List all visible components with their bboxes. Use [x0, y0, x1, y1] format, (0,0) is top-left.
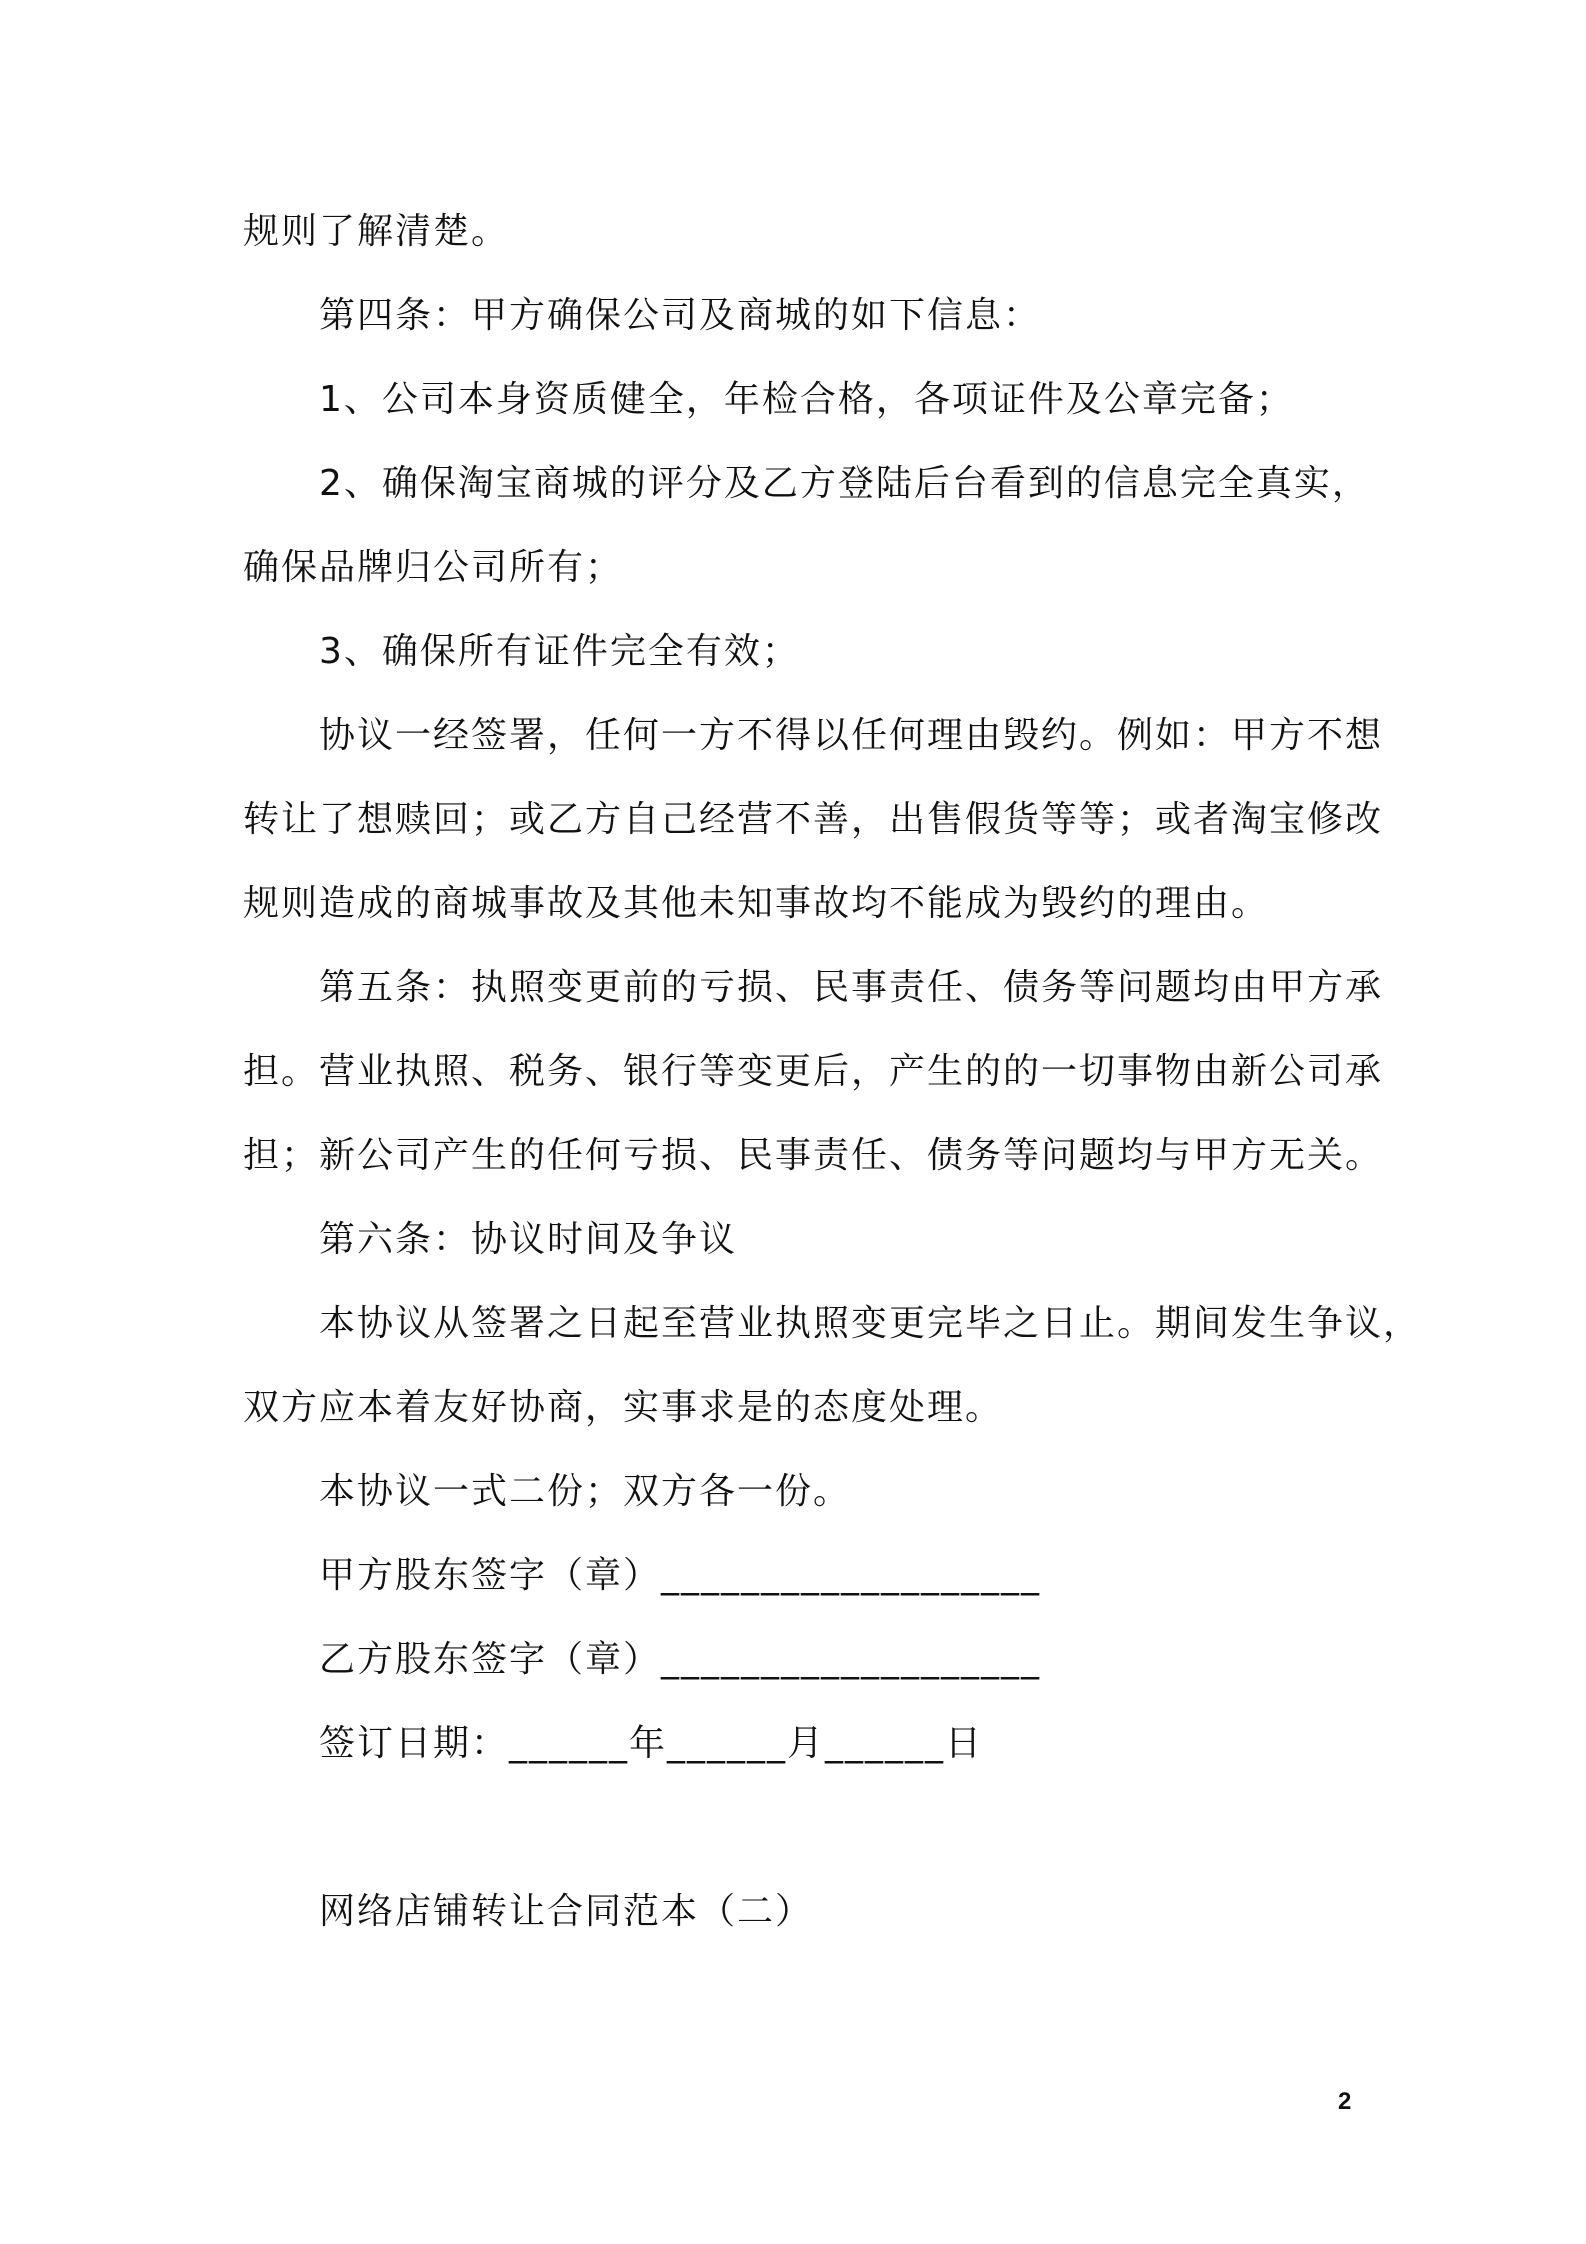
paragraph-line: 担；新公司产生的任何亏损、民事责任、债务等问题均与甲方无关。: [243, 1135, 1384, 1176]
list-item-3: 3、确保所有证件完全有效；: [319, 631, 800, 672]
article-4-heading: 第四条：甲方确保公司及商城的如下信息：: [319, 295, 1042, 336]
article-6-heading: 第六条：协议时间及争议: [319, 1219, 738, 1260]
paragraph-line: 协议一经签署，任何一方不得以任何理由毁约。例如：甲方不想: [319, 715, 1384, 756]
paragraph-line: 转让了想赎回；或乙方自己经营不善，出售假货等等；或者淘宝修改: [243, 799, 1384, 840]
party-b-signature-line: 乙方股东签字（章）___________________: [319, 1639, 1042, 1680]
paragraph-line: 规则造成的商城事故及其他未知事故均不能成为毁约的理由。: [243, 883, 1270, 924]
signing-date-line: 签订日期：______年______月______日: [319, 1723, 984, 1764]
paragraph-line: 双方应本着友好协商，实事求是的态度处理。: [243, 1387, 1004, 1428]
paragraph-line: 担。营业执照、税务、银行等变更后，产生的的一切事物由新公司承: [243, 1051, 1384, 1092]
spacer: [243, 1786, 1368, 1870]
article-5-line: 第五条：执照变更前的亏损、民事责任、债务等问题均由甲方承: [319, 967, 1384, 1008]
paragraph-line: 本协议从签署之日起至营业执照变更完毕之日止。期间发生争议，: [319, 1303, 1422, 1344]
text-line: 规则了解清楚。: [243, 211, 510, 252]
page-number: 2: [1338, 2088, 1352, 2115]
party-a-signature-line: 甲方股东签字（章）___________________: [319, 1555, 1042, 1596]
document-body: [243, 190, 1422, 1954]
copies-statement: 本协议一式二份；双方各一份。: [319, 1471, 852, 1512]
list-item-2: 2、确保淘宝商城的评分及乙方登陆后台看到的信息完全真实，: [319, 463, 1370, 504]
text-line: 确保品牌归公司所有；: [243, 547, 624, 588]
section-title: 网络店铺转让合同范本（二）: [319, 1891, 814, 1932]
list-item-1: 1、公司本身资质健全，年检合格，各项证件及公章完备；: [319, 379, 1294, 420]
